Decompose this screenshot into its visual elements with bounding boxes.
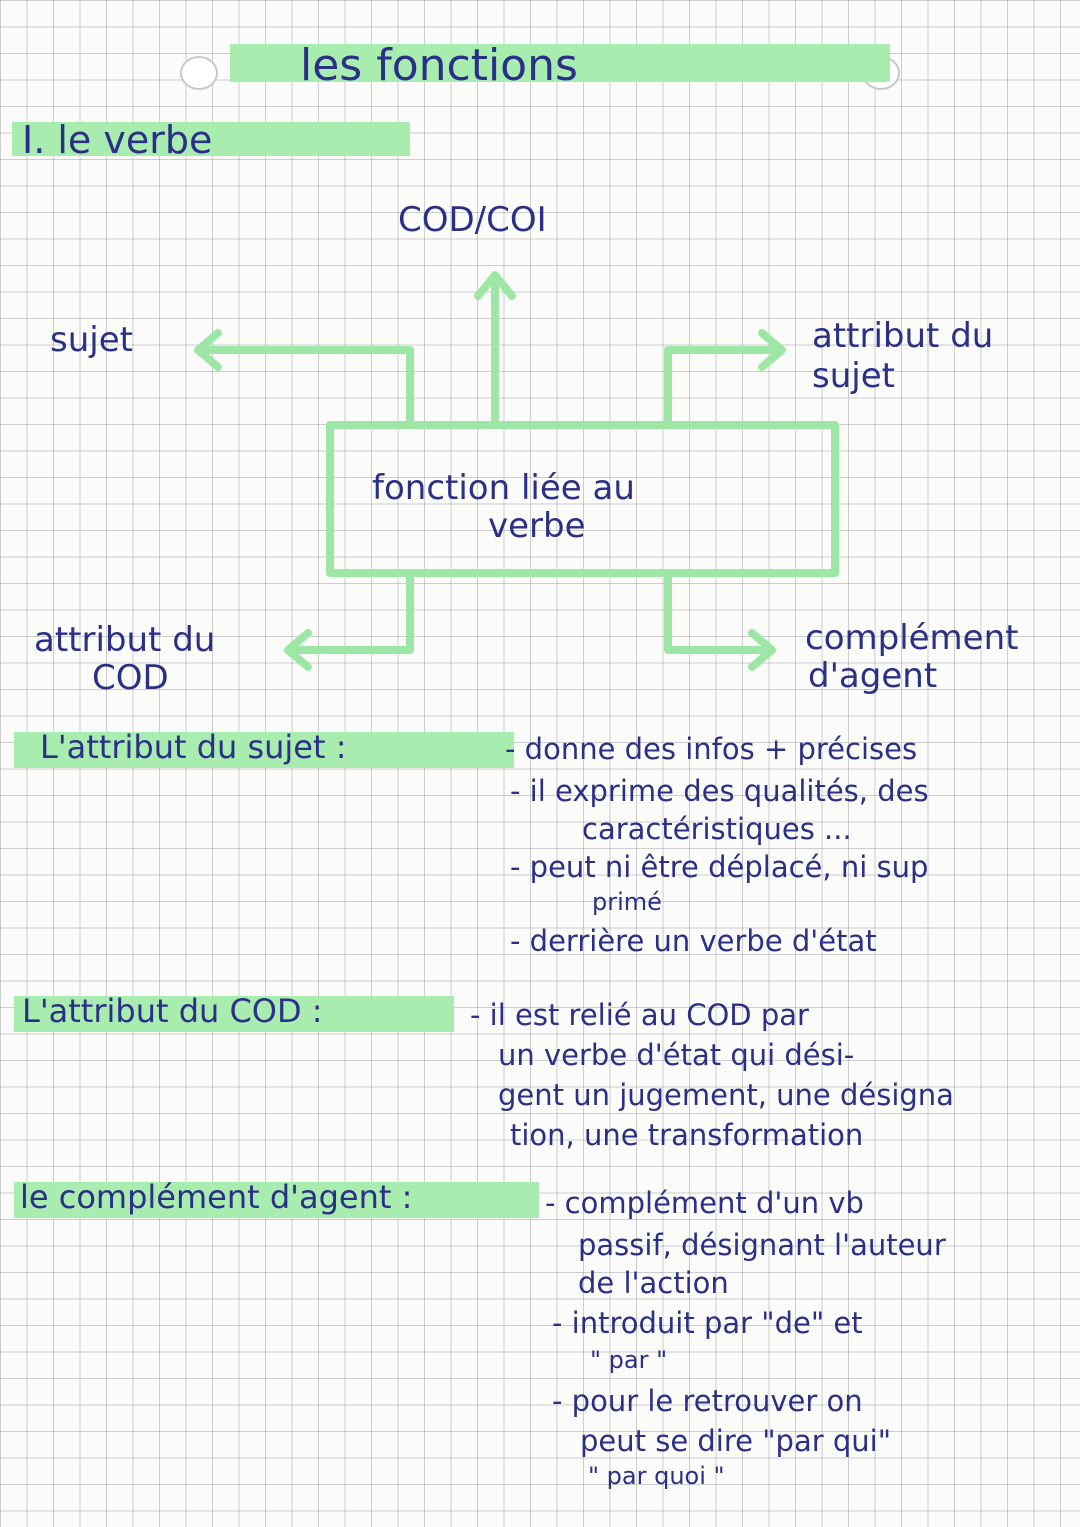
diagram-left-top-label: sujet xyxy=(50,320,133,360)
complement-agent-line-1: - complément d'un vb xyxy=(545,1186,864,1220)
diagram-right-bottom-label-1: complément xyxy=(805,618,1019,658)
diagram-top-label: COD/COI xyxy=(398,200,547,240)
page-title: les fonctions xyxy=(300,40,578,91)
section-heading: I. le verbe xyxy=(22,118,213,162)
attribut-sujet-line-5: primé xyxy=(592,888,662,916)
attribut-cod-line-2: un verbe d'état qui dési- xyxy=(498,1038,855,1072)
complement-agent-line-5: " par " xyxy=(590,1346,668,1374)
attribut-sujet-line-6: - derrière un verbe d'état xyxy=(510,924,877,958)
complement-agent-line-3: de l'action xyxy=(578,1266,729,1300)
diagram-right-bottom-label-2: d'agent xyxy=(808,656,938,696)
complement-agent-line-2: passif, désignant l'auteur xyxy=(578,1228,946,1262)
attribut-cod-line-3: gent un jugement, une désigna xyxy=(498,1078,954,1112)
complement-agent-line-6: - pour le retrouver on xyxy=(552,1384,863,1418)
attribut-sujet-line-4: - peut ni être déplacé, ni sup xyxy=(510,850,929,884)
attribut-sujet-line-3: caractéristiques ... xyxy=(582,812,852,846)
complement-agent-label: le complément d'agent : xyxy=(20,1178,413,1216)
attribut-cod-label: L'attribut du COD : xyxy=(22,992,323,1030)
diagram-left-bottom-label-2: COD xyxy=(92,658,169,698)
complement-agent-line-7: peut se dire "par qui" xyxy=(580,1424,892,1458)
diagram-right-top-label-1: attribut du xyxy=(812,316,994,356)
complement-agent-line-8: " par quoi " xyxy=(588,1462,725,1490)
attribut-sujet-label: L'attribut du sujet : xyxy=(40,728,347,766)
arrow-left-top xyxy=(200,350,410,425)
complement-agent-line-4: - introduit par "de" et xyxy=(552,1306,863,1340)
attribut-sujet-line-2: - il exprime des qualités, des xyxy=(510,774,929,808)
arrow-left-bottom xyxy=(290,573,410,650)
attribut-cod-line-1: - il est relié au COD par xyxy=(470,998,809,1032)
diagram-center-label-2: verbe xyxy=(488,506,586,546)
attribut-cod-line-4: tion, une transformation xyxy=(510,1118,864,1152)
diagram-center-label-1: fonction liée au xyxy=(372,468,635,508)
attribut-sujet-line-1: - donne des infos + précises xyxy=(505,732,918,766)
diagram-left-bottom-label-1: attribut du xyxy=(34,620,216,660)
diagram-right-top-label-2: sujet xyxy=(812,356,895,396)
